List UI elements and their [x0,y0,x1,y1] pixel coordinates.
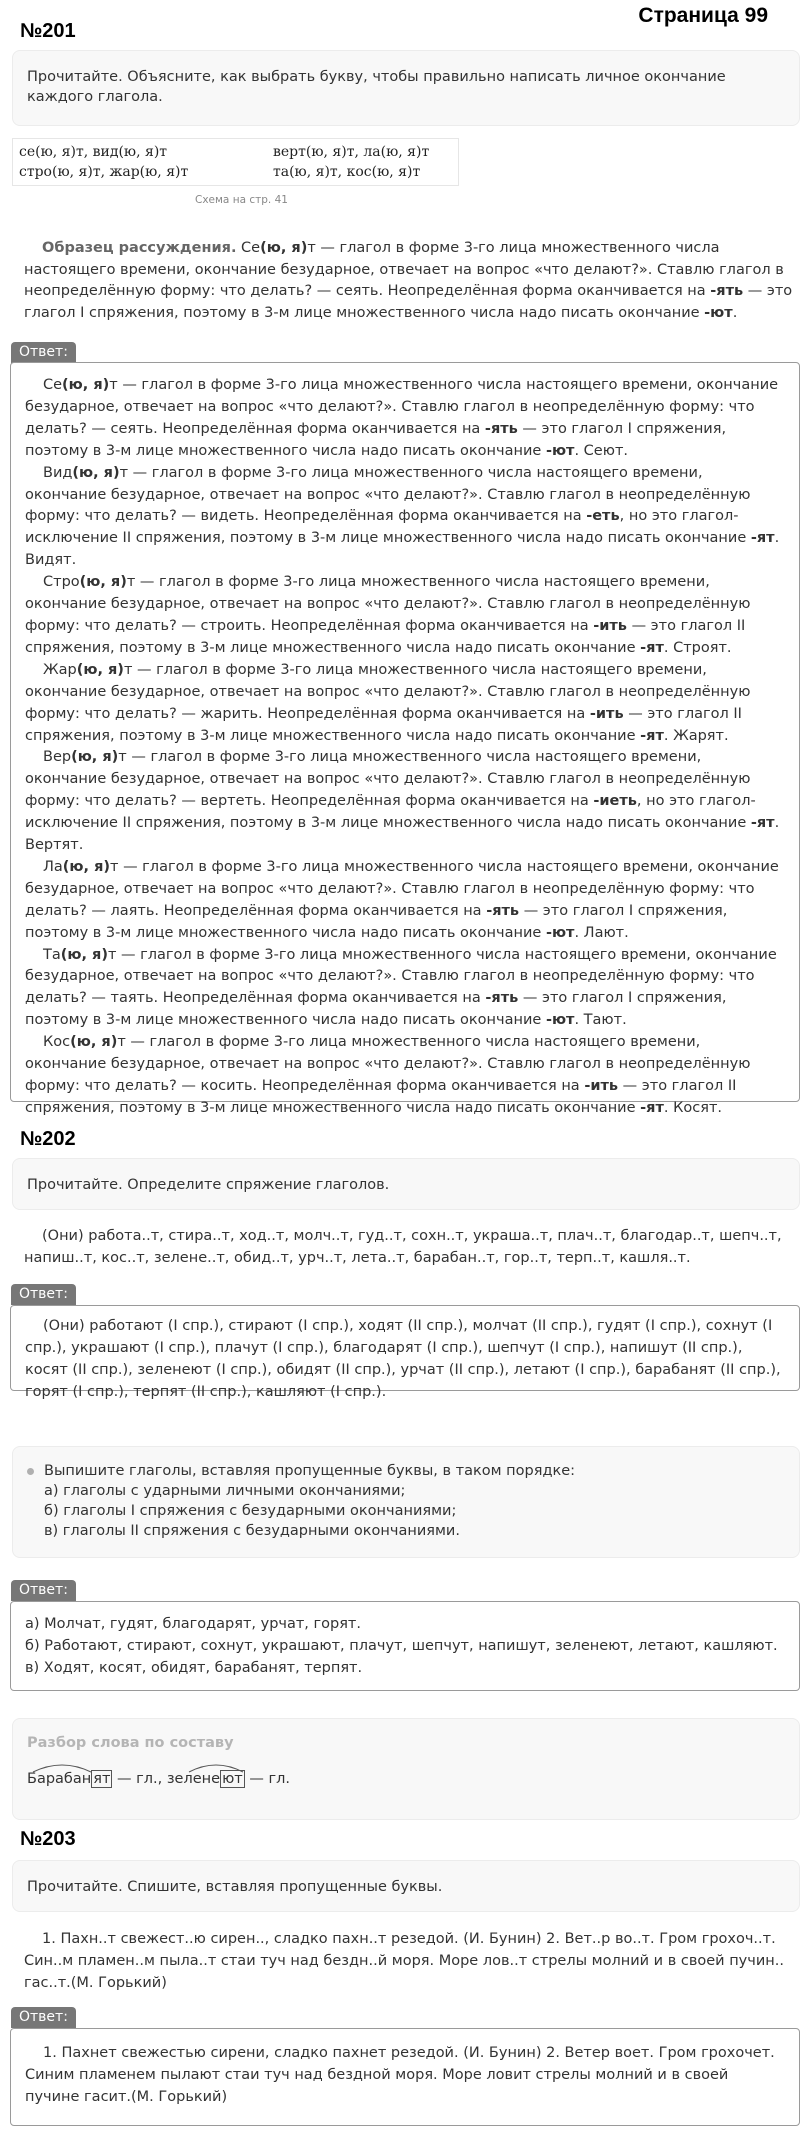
answer-text: т — глагол в форме 3-го лица множественного числа настоящего времени, окончание безударное, отвечает на вопрос «что делают?». Ставлю глагол в неопределённую форму: что делать? — косить. Неопределённая форма оканчивается на [25,1034,751,1094]
word-stem: Барабан [27,1771,92,1787]
answer-text: т — глагол в форме 3-го лица множественного числа настоящего времени, окончание безударное, отвечает на вопрос «что делают?». Ставлю глагол в неопределённую форму: что делать? — строить. Неопределённая форма оканчивается на [25,574,751,634]
word-part-label: — гл. [244,1771,290,1787]
answer-paragraph [25,747,785,857]
answer-bold: -ят [640,727,664,744]
exercise-202-answer [10,1305,800,1400]
answer-text: т — глагол в форме 3-го лица множественного числа настоящего времени, окончание безударное, отвечает на вопрос «что делают?». Ставлю глагол в неопределённую форму: что делать? — лаять. Неопределённая форма оканчивается на [25,858,779,919]
task-text: Прочитайте. Объясните, как выбрать букву, чтобы правильно написать личное окончание каждого глагола. [27,69,726,105]
verb-table [12,138,459,186]
answer-paragraph [25,463,785,573]
answer-text: . Тают. [574,1012,627,1029]
answer-text: — это глагол II спряжения, поэтому в 3-м лице множественного числа надо писать окончание [25,705,742,744]
exercise-202-task2 [12,1446,800,1558]
answer-text: . Вертят. [25,815,780,854]
answer-text: , но это глагол-исключение II спряжения, поэтому в 3-м лице множественного числа надо писать окончание [25,508,751,547]
answer-paragraphs [25,375,785,1120]
answer-tab: Ответ: [11,1284,76,1305]
answer-bold: -ют [545,1012,575,1029]
answer-text: Се [43,377,63,393]
word-ending-box: ют [222,1771,243,1787]
word-structure-line [27,1769,785,1789]
answer-text: — это глагол I спряжения, поэтому в 3-м лице множественного числа надо писать окончание [25,420,727,459]
task2-lead [27,1461,785,1481]
answer-text: т — глагол в форме 3-го лица множественного числа настоящего времени, окончание безударное, отвечает на вопрос «что делают?». Ставлю глагол в неопределённую форму: что делать? — сеять. Неопределённая форма оканчивается на [25,377,779,437]
task-text: Прочитайте. Спишите, вставляя пропущенные буквы. [27,1879,443,1895]
word-structure-title: Разбор слова по составу [27,1735,234,1751]
exercise-202-task [12,1158,800,1210]
sample-text: т — глагол в форме 3-го лица множественного числа настоящего времени, окончание безударное, отвечает на вопрос «что делают?». Ставлю глагол в неопределённую форму: что делать? — сеять. Неопределённая форма оканчивается на [24,240,784,299]
answer-text: Жар [43,661,77,678]
answer-text: . Видят. [25,530,780,569]
task2-lead-text: Выпишите глаголы, вставляя пропущенные буквы, в таком порядке: [44,1463,576,1479]
answer-text: . Косят. [663,1099,723,1116]
answer-bold: -иеть [593,793,637,810]
exercise-203-task [12,1860,800,1912]
task2-item: б) глаголы I спряжения с безударными окончаниями; [44,1503,457,1519]
exercise-201-title: №201 [20,20,76,42]
sample-bold: (ю, я) [260,240,308,256]
answer-bold: (ю, я) [79,574,127,591]
root-arc-icon [187,1761,245,1773]
answer-bold: (ю, я) [62,377,110,393]
answer-bold: -еть [586,508,620,525]
answer2-line: а) Молчат, гудят, благодарят, урчат, горят. [25,1616,361,1632]
verb-table-cell: та(ю, я)т, кос(ю, я)т [273,164,421,180]
answer2-line: б) Работают, стирают, сохнут, украшают, плачут, шепчут, напишут, зеленеют, летают, кашляют. [25,1637,778,1654]
word-stem: зелене [166,1771,221,1787]
answer-text: т — глагол в форме 3-го лица множественного числа настоящего времени, окончание безударное, отвечает на вопрос «что делают?». Ставлю глагол в неопределённую форму: что делать? — таять. Неопределённая форма оканчивается на [25,946,777,1007]
answer-paragraph [25,945,785,1033]
answer-bold: -ять [486,902,520,919]
word-part-label: — гл., [112,1771,167,1787]
sample-lead: Образец рассуждения. [42,240,237,256]
answer-text: . Строят. [663,639,732,656]
exercise-203-answer [10,2028,800,2126]
exercise-202-title: №202 [20,1128,76,1150]
word-structure-box [12,1718,800,1820]
answer-bold: -ят [640,639,664,656]
exercise-203-title: №203 [20,1828,76,1850]
page-number: Страница 99 [638,4,768,27]
answer-bold: -ют [545,924,575,941]
answer-text: — это глагол II спряжения, поэтому в 3-м лице множественного числа надо писать окончание [25,1078,737,1116]
answer-paragraph [25,660,785,748]
answer-paragraph [25,1032,785,1120]
exercise-203-text: 1. Пахн..т свежест..ю сирен.., сладко пахн..т резедой. (И. Бунин) 2. Вет..р во..т. Гром грохоч..т. Син..м пламен..м пыла..т стаи туч над бездн..й моря. Море лов..т стрелы молний и в своей пучин.. гас..т.(М. Горький) [24,1931,784,1991]
sample-text: . [732,304,738,321]
answer-text: т — глагол в форме 3-го лица множественного числа настоящего времени, окончание безударное, отвечает на вопрос «что делают?». Ставлю глагол в неопределённую форму: что делать? — видеть. Неопределённая форма оканчивается на [25,464,751,525]
answer-text: Та [43,946,61,963]
answer-text: т — глагол в форме 3-го лица множественного числа настоящего времени, окончание безударное, отвечает на вопрос «что делают?». Ставлю глагол в неопределённую форму: что делать? — вертеть. Неопределённая форма оканчивается на [25,749,751,810]
sample-bold: -ять [710,283,744,299]
verb-table-cell: се(ю, я)т, вид(ю, я)т [19,144,168,160]
answer-text: Кос [43,1034,71,1051]
answer-bold: (ю, я) [71,749,119,766]
answer2-line: в) Ходят, косят, обидят, барабанят, терпят. [25,1659,363,1676]
answer-bold: -ят [750,530,775,547]
answer-paragraph [25,572,785,660]
table-caption: Схема на стр. 41 [195,194,288,206]
answer-bold: (ю, я) [76,661,124,678]
sample-text: — это глагол I спряжения, поэтому в 3-м лице множественного числа надо писать окончание [24,283,793,321]
answer-text: , но это глагол-исключение II спряжения, поэтому в 3-м лице множественного числа надо писать окончание [25,793,756,832]
bullet-icon [27,1468,34,1475]
answer-bold: (ю, я) [70,1034,118,1051]
answer-tab: Ответ: [11,342,76,363]
verb-table-cell: стро(ю, я)т, жар(ю, я)т [19,164,189,180]
answer-text: — это глагол II спряжения, поэтому в 3-м лице множественного числа надо писать окончание [25,617,746,656]
answer-text: (Они) работают (I спр.), стирают (I спр.), ходят (II спр.), молчат (II спр.), гудят (I спр.), сохнут (I спр.), украшают (I спр.), плачут (I спр.), благодарят (I спр.), шепчут (I спр.), напишут (II спр.), косят (II спр.), зеленеют (I спр.), обидят (II спр.), урчат (II спр.), летают (I спр.), барабанят (II спр.), горят (I спр.), терпят (II спр.), кашляют (I спр.). [25,1318,781,1400]
task2-item: а) глаголы с ударными личными окончаниями; [44,1483,406,1499]
answer-text: . Сеют. [574,442,628,459]
exercise-202-text: (Они) работа..т, стира..т, ход..т, молч..т, гуд..т, сохн..т, украша..т, плач..т, благодар..т, шепч..т, напиш..т, кос..т, зелене..т, обид..т, урч..т, лета..т, барабан..т, гор..т, терп..т, кашля..т. [24,1228,782,1266]
answer-text: — это глагол I спряжения, поэтому в 3-м лице множественного числа надо писать окончание [25,990,727,1029]
sample-reasoning [24,238,800,324]
answer-bold: -ить [593,617,627,634]
task2-item: в) глаголы II спряжения с безударными окончаниями. [44,1523,460,1539]
answer-text: т — глагол в форме 3-го лица множественного числа настоящего времени, окончание безударное, отвечает на вопрос «что делают?». Ставлю глагол в неопределённую форму: что делать? — жарить. Неопределённая форма оканчивается на [25,661,751,722]
answer-bold: -ить [584,1078,619,1094]
answer-tab: Ответ: [11,1580,76,1601]
answer-bold: -ят [640,1099,664,1116]
task-text: Прочитайте. Определите спряжение глаголов. [27,1177,390,1193]
answer-bold: (ю, я) [62,858,111,875]
answer-text: . Жарят. [663,727,729,744]
answer-bold: -ить [589,705,624,722]
answer-text: — это глагол I спряжения, поэтому в 3-м лице множественного числа надо писать окончание [25,902,728,941]
answer-text: 1. Пахнет свежестью сирени, сладко пахнет резедой. (И. Бунин) 2. Ветер воет. Гром грохочет. Синим пламенем пылают стаи туч над бездной моря. Море ловит стрелы молний и в своей пучине гасит.(М. Горький) [25,2045,775,2105]
sample-bold: -ют [704,304,733,321]
answer-text: . Лают. [574,924,629,941]
answer-bold: -ют [545,442,575,459]
answer-bold: -ять [484,420,518,437]
answer-text: Вид [43,464,73,481]
answer-tab: Ответ: [11,2007,76,2028]
answer-bold: (ю, я) [72,464,120,481]
word-ending-box: ят [93,1771,111,1787]
answer-bold: (ю, я) [60,946,108,963]
exercise-202-answer2 [10,1601,800,1691]
verb-table-cell: верт(ю, я)т, ла(ю, я)т [273,144,430,160]
answer-paragraph [25,857,785,945]
sample-text: Се [236,240,261,256]
answer-text: Стро [43,574,80,591]
exercise-201-answer [10,362,800,1116]
answer-bold: -ят [750,815,775,832]
exercise-201-task [12,50,800,126]
answer-paragraph [25,375,785,463]
root-arc-icon [31,1761,93,1773]
answer-bold: -ять [485,990,519,1007]
answer-text: Ла [43,858,63,875]
answer-text: Вер [43,749,72,766]
